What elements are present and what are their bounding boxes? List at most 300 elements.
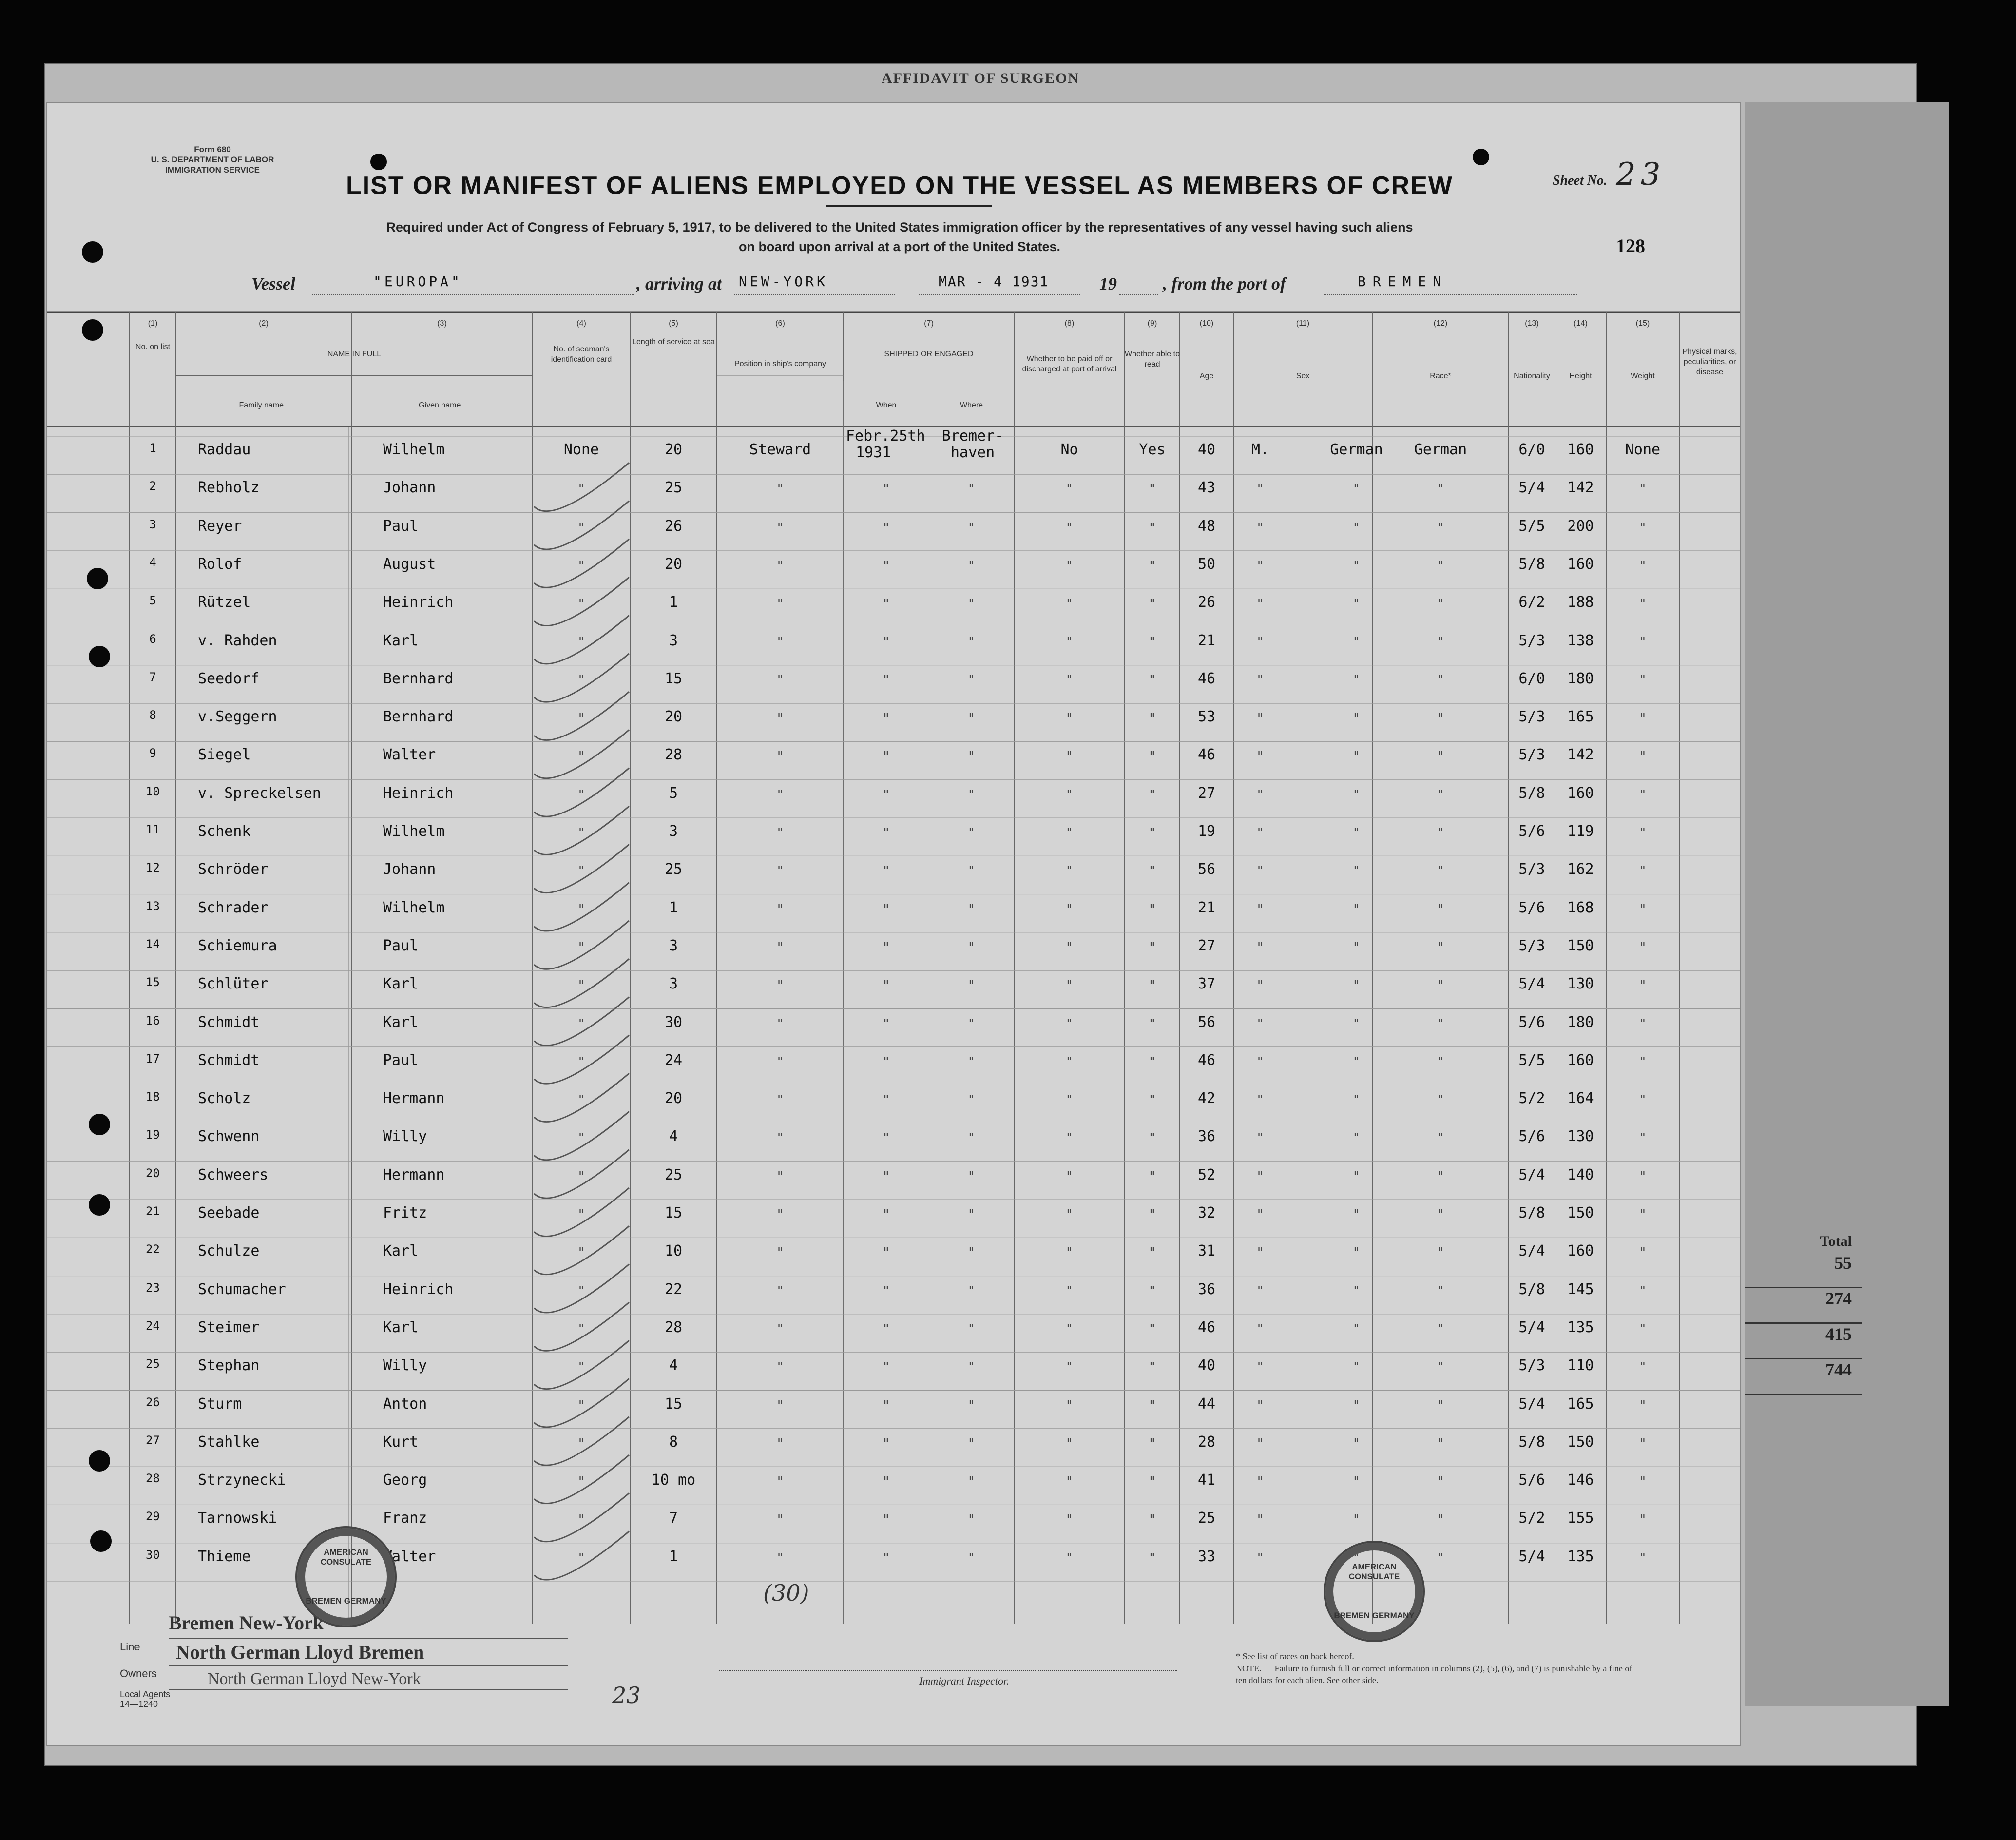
ditto-mark: " <box>1639 940 1647 955</box>
ditto-mark: " <box>1256 482 1264 497</box>
column-number: (9) <box>1147 319 1157 328</box>
inspector-line <box>719 1670 1177 1671</box>
ditto-mark: " <box>1148 520 1156 535</box>
ditto-mark: " <box>1065 826 1074 840</box>
row-number: 12 <box>146 861 160 875</box>
height: 5/3 <box>1518 746 1545 764</box>
family-name: Scholz <box>198 1090 251 1107</box>
ditto-mark: " <box>1352 482 1361 497</box>
height: 6/0 <box>1518 670 1545 687</box>
ditto-mark: " <box>967 749 976 764</box>
subtitle-line-1: Required under Act of Congress of February 5, 1917, to be delivered to the United States immigration officer by the representatives of any vessel having such aliens <box>386 220 1413 234</box>
height: 5/3 <box>1518 937 1545 954</box>
height: 5/6 <box>1518 1128 1545 1145</box>
given-name: Hermann <box>383 1166 445 1183</box>
given-name: Willy <box>383 1357 427 1375</box>
ditto-mark: " <box>577 1474 585 1490</box>
family-name: Seedorf <box>198 670 260 687</box>
ditto-mark: " <box>1437 1360 1444 1375</box>
ditto-mark: " <box>1065 1016 1074 1031</box>
ditto-mark: " <box>1437 711 1444 726</box>
height: 5/6 <box>1518 1472 1545 1489</box>
length-of-service: 25 <box>664 479 683 497</box>
header-height: Height <box>1569 372 1592 380</box>
ditto-mark: " <box>1148 1436 1156 1451</box>
row-number: 21 <box>146 1204 160 1218</box>
height: 5/4 <box>1518 1242 1545 1260</box>
ditto-mark: " <box>1256 749 1264 764</box>
ditto-mark: " <box>1437 1207 1444 1222</box>
ditto-mark: " <box>577 482 585 497</box>
ditto-mark: " <box>1256 1474 1264 1490</box>
ditto-mark: " <box>1639 635 1647 650</box>
age: 25 <box>1197 1510 1216 1527</box>
given-name: Karl <box>383 975 419 993</box>
header-no: No. on list <box>135 343 171 351</box>
age: 46 <box>1197 1318 1216 1336</box>
length-of-service: 20 <box>664 555 683 573</box>
ditto-mark: " <box>1256 1512 1264 1528</box>
weight: 145 <box>1567 1280 1594 1298</box>
ditto-mark: " <box>1065 1207 1074 1222</box>
row-number: 15 <box>146 975 160 989</box>
ditto-mark: " <box>1065 482 1074 497</box>
family-name: Raddau <box>198 441 251 458</box>
ditto-mark: " <box>1065 711 1074 726</box>
ditto-mark: " <box>1639 1169 1647 1184</box>
height: 5/8 <box>1518 555 1545 573</box>
arriving-label: , arriving at <box>636 274 722 293</box>
ditto-mark: " <box>1065 635 1074 650</box>
row-number: 24 <box>146 1318 160 1333</box>
manifest-page <box>46 102 1741 1746</box>
ditto-mark: " <box>577 1550 585 1566</box>
family-name: Schiemura <box>198 937 277 954</box>
ditto-mark: " <box>1148 902 1156 917</box>
ditto-mark: " <box>1352 1398 1361 1413</box>
agents-stamp: North German Lloyd New-York <box>208 1670 421 1688</box>
height: 5/4 <box>1518 479 1545 497</box>
ditto-mark: " <box>1437 1474 1444 1490</box>
ditto-mark: " <box>1065 1245 1074 1260</box>
ditto-mark: " <box>1639 1016 1647 1031</box>
side-totals <box>1745 1233 1862 1395</box>
binder-hole <box>89 1450 110 1472</box>
ditto-mark: " <box>1065 558 1074 573</box>
from-port: BREMEN <box>1358 273 1448 290</box>
ditto-mark: " <box>1065 1093 1074 1108</box>
height: 5/4 <box>1518 975 1545 993</box>
sex: M. <box>1251 441 1269 458</box>
ditto-mark: " <box>882 978 890 993</box>
weight: 165 <box>1567 708 1594 726</box>
height: 5/5 <box>1518 517 1545 535</box>
age: 42 <box>1197 1090 1216 1107</box>
ditto-mark: " <box>1437 673 1444 688</box>
ditto-mark: " <box>1065 978 1074 993</box>
given-name: Johann <box>383 861 436 878</box>
family-name: Thieme <box>198 1548 251 1565</box>
ditto-mark: " <box>1256 787 1264 802</box>
ditto-mark: " <box>1352 635 1361 650</box>
ditto-mark: " <box>967 1283 976 1298</box>
height: 6/0 <box>1518 441 1545 458</box>
age: 43 <box>1197 479 1216 497</box>
seal-subtext: BREMEN GERMANY <box>1334 1611 1415 1620</box>
ditto-mark: " <box>776 978 784 993</box>
arriving-port: NEW-YORK <box>739 273 828 290</box>
page-title: LIST OR MANIFEST OF ALIENS EMPLOYED ON THE VESSEL AS MEMBERS OF CREW <box>346 172 1453 200</box>
age: 56 <box>1197 861 1216 878</box>
column-number: (12) <box>1433 319 1448 328</box>
given-name: Heinrich <box>383 594 454 611</box>
ditto-mark: " <box>882 711 890 726</box>
header-nationality: Nationality <box>1514 372 1550 380</box>
row-number: 19 <box>146 1128 160 1142</box>
ditto-mark: " <box>1148 673 1156 688</box>
ditto-mark: " <box>1352 978 1361 993</box>
given-name: Wilhelm <box>383 441 445 458</box>
ditto-mark: " <box>882 1016 890 1031</box>
ditto-mark: " <box>577 1169 585 1184</box>
given-name: Walter <box>383 1548 436 1565</box>
family-name: Seebade <box>198 1204 260 1221</box>
ditto-mark: " <box>776 1169 784 1184</box>
ditto-mark: " <box>1437 787 1444 802</box>
shipped-when: 1931 <box>856 444 891 461</box>
family-name: Schlüter <box>198 975 269 993</box>
given-name: Karl <box>383 1013 419 1031</box>
ditto-mark: " <box>776 749 784 764</box>
family-name: Stephan <box>198 1357 260 1375</box>
ditto-mark: " <box>1148 1398 1156 1413</box>
length-of-service: 15 <box>664 1395 683 1413</box>
length-of-service: 20 <box>664 441 683 458</box>
length-of-service: 3 <box>669 823 678 840</box>
weight: 119 <box>1567 823 1594 840</box>
weight: 150 <box>1567 1204 1594 1221</box>
ditto-mark: " <box>967 864 976 879</box>
ditto-mark: " <box>577 1512 585 1528</box>
family-name: v.Seggern <box>198 708 277 726</box>
header-shipped: SHIPPED OR ENGAGED <box>884 350 974 358</box>
ditto-mark: " <box>776 1360 784 1375</box>
height: 5/2 <box>1518 1090 1545 1107</box>
ditto-mark: " <box>1065 1054 1074 1069</box>
length-of-service: 3 <box>669 937 678 954</box>
ditto-mark: " <box>882 558 890 573</box>
ditto-mark: " <box>1256 1169 1264 1184</box>
ditto-mark: " <box>1352 1436 1361 1451</box>
able-to-read: Yes <box>1139 441 1166 458</box>
ditto-mark: " <box>1639 1131 1647 1146</box>
ditto-mark: " <box>1639 787 1647 802</box>
given-name: Walter <box>383 746 436 764</box>
row-number: 9 <box>149 746 156 760</box>
ditto-mark: " <box>1437 978 1444 993</box>
given-name: Bernhard <box>383 670 454 687</box>
ditto-mark: " <box>967 635 976 650</box>
owners-label: Owners <box>120 1667 157 1680</box>
ditto-mark: " <box>1065 940 1074 955</box>
length-of-service: 10 <box>664 1242 683 1260</box>
from-label: , from the port of <box>1163 274 1286 293</box>
ditto-mark: " <box>1256 558 1264 573</box>
ditto-mark: " <box>967 1245 976 1260</box>
height: 5/6 <box>1518 899 1545 916</box>
given-name: Heinrich <box>383 1280 454 1298</box>
ditto-mark: " <box>1065 1131 1074 1146</box>
ditto-mark: " <box>577 826 585 840</box>
family-name: v. Rahden <box>198 632 277 649</box>
ditto-mark: " <box>1148 597 1156 612</box>
weight: 135 <box>1567 1318 1594 1336</box>
ditto-mark: " <box>776 826 784 840</box>
form-service: IMMIGRATION SERVICE <box>165 165 260 174</box>
ditto-mark: " <box>1437 1169 1444 1184</box>
family-name: Schenk <box>198 823 251 840</box>
age: 40 <box>1197 1357 1216 1375</box>
family-name: Rützel <box>198 594 251 611</box>
ditto-mark: " <box>1352 597 1361 612</box>
ditto-mark: " <box>1437 1245 1444 1260</box>
family-name: Schulze <box>198 1242 260 1260</box>
family-name: Rebholz <box>198 479 260 497</box>
ditto-mark: " <box>1148 1550 1156 1566</box>
ditto-mark: " <box>882 673 890 688</box>
age: 19 <box>1197 823 1216 840</box>
ditto-mark: " <box>1148 1283 1156 1298</box>
ditto-mark: " <box>967 1360 976 1375</box>
column-number: (14) <box>1574 319 1588 328</box>
ditto-mark: " <box>776 711 784 726</box>
age: 33 <box>1197 1548 1216 1565</box>
height: 5/3 <box>1518 632 1545 649</box>
weight: 160 <box>1567 1051 1594 1069</box>
ditto-mark: " <box>577 1207 585 1222</box>
ditto-mark: " <box>1639 1054 1647 1069</box>
form-department: U. S. DEPARTMENT OF LABOR <box>151 155 274 164</box>
line-stamp: Bremen New-York <box>169 1612 324 1634</box>
ditto-mark: " <box>1352 1512 1361 1528</box>
header-race: Race* <box>1430 372 1451 380</box>
ditto-mark: " <box>967 1512 976 1528</box>
given-name: Heinrich <box>383 784 454 802</box>
binder-hole <box>370 154 387 170</box>
age: 50 <box>1197 555 1216 573</box>
binder-hole <box>82 241 103 263</box>
ditto-mark: " <box>882 1093 890 1108</box>
weight: 130 <box>1567 1128 1594 1145</box>
ditto-mark: " <box>1437 558 1444 573</box>
ditto-mark: " <box>1148 1321 1156 1336</box>
ditto-mark: " <box>1639 1321 1647 1336</box>
height: 5/4 <box>1518 1395 1545 1413</box>
age: 28 <box>1197 1433 1216 1451</box>
age: 56 <box>1197 1013 1216 1031</box>
age: 21 <box>1197 899 1216 916</box>
ditto-mark: " <box>1639 978 1647 993</box>
ditto-mark: " <box>1639 902 1647 917</box>
ditto-mark: " <box>1639 482 1647 497</box>
inspector-label: Immigrant Inspector. <box>919 1675 1009 1687</box>
height: 5/6 <box>1518 823 1545 840</box>
ditto-mark: " <box>1352 1474 1361 1490</box>
subtitle-line-2: on board upon arrival at a port of the United States. <box>738 239 1061 254</box>
ditto-mark: " <box>577 1398 585 1413</box>
family-name: Rolof <box>198 555 242 573</box>
ditto-mark: " <box>967 1398 976 1413</box>
ditto-mark: " <box>1639 749 1647 764</box>
ditto-mark: " <box>776 1207 784 1222</box>
ditto-mark: " <box>967 826 976 840</box>
ditto-mark: " <box>1352 1016 1361 1031</box>
binder-hole <box>89 646 110 667</box>
ditto-mark: " <box>1639 711 1647 726</box>
height: 6/2 <box>1518 594 1545 611</box>
height: 5/2 <box>1518 1510 1545 1527</box>
given-name: Karl <box>383 1318 419 1336</box>
seal-subtext: BREMEN GERMANY <box>306 1596 386 1606</box>
ditto-mark: " <box>1256 826 1264 840</box>
ditto-mark: " <box>1437 902 1444 917</box>
ditto-mark: " <box>1148 787 1156 802</box>
given-name: Hermann <box>383 1090 445 1107</box>
ditto-mark: " <box>1148 1093 1156 1108</box>
ditto-mark: " <box>776 558 784 573</box>
family-name: Steimer <box>198 1318 260 1336</box>
ditto-mark: " <box>1639 1245 1647 1260</box>
ditto-mark: " <box>1437 1283 1444 1298</box>
family-name: Sturm <box>198 1395 242 1413</box>
ditto-mark: " <box>1352 711 1361 726</box>
ditto-mark: " <box>1065 597 1074 612</box>
given-name: Paul <box>383 517 419 535</box>
ditto-mark: " <box>577 1016 585 1031</box>
length-of-service: 4 <box>669 1128 678 1145</box>
row-number: 17 <box>146 1051 160 1065</box>
agents-label-text: Local Agents <box>120 1689 171 1699</box>
ditto-mark: " <box>882 597 890 612</box>
binder-hole <box>82 319 103 341</box>
ditto-mark: " <box>776 1321 784 1336</box>
ditto-mark: " <box>1148 940 1156 955</box>
ditto-mark: " <box>1352 1245 1361 1260</box>
agents-label <box>120 1689 198 1709</box>
ditto-mark: " <box>1256 1093 1264 1108</box>
ditto-mark: " <box>967 597 976 612</box>
ditto-mark: " <box>1256 1054 1264 1069</box>
ditto-mark: " <box>882 1054 890 1069</box>
shipped-where: haven <box>950 444 995 461</box>
ditto-mark: " <box>776 1245 784 1260</box>
row-number: 5 <box>149 594 156 608</box>
row-number: 6 <box>149 632 156 646</box>
ditto-mark: " <box>1065 1283 1074 1298</box>
header-age: Age <box>1199 372 1214 380</box>
length-of-service: 25 <box>664 861 683 878</box>
row-number: 13 <box>146 899 160 913</box>
ditto-mark: " <box>577 635 585 650</box>
column-number: (13) <box>1525 319 1539 328</box>
arrival-date: MAR - 4 1931 <box>939 273 1049 290</box>
ditto-mark: " <box>577 558 585 573</box>
length-of-service: 15 <box>664 670 683 687</box>
total-value: 744 <box>1745 1359 1862 1395</box>
weight: 162 <box>1567 861 1594 878</box>
ditto-mark: " <box>1437 1321 1444 1336</box>
weight: 150 <box>1567 1433 1594 1451</box>
length-of-service: 26 <box>664 517 683 535</box>
age: 31 <box>1197 1242 1216 1260</box>
age: 46 <box>1197 1051 1216 1069</box>
header-when: When <box>876 401 897 409</box>
ditto-mark: " <box>1256 1360 1264 1375</box>
given-name: Fritz <box>383 1204 427 1221</box>
header-position: Position in ship's company <box>734 360 826 368</box>
length-of-service: 28 <box>664 1318 683 1336</box>
row-number: 11 <box>146 823 160 836</box>
row-number: 30 <box>146 1548 160 1562</box>
total-value: 274 <box>1745 1288 1862 1324</box>
ditto-mark: " <box>882 940 890 955</box>
consulate-seal <box>1324 1541 1425 1642</box>
given-name: Paul <box>383 937 419 954</box>
ditto-mark: " <box>577 1054 585 1069</box>
age: 53 <box>1197 708 1216 726</box>
agents-form-number: 14—1240 <box>120 1699 158 1709</box>
column-number: (11) <box>1296 319 1310 328</box>
length-of-service: 5 <box>669 784 678 802</box>
family-name: Schmidt <box>198 1013 260 1031</box>
ditto-mark: " <box>1639 1398 1647 1413</box>
ditto-mark: " <box>1256 1321 1264 1336</box>
ditto-mark: " <box>1256 597 1264 612</box>
given-name: August <box>383 555 436 573</box>
ditto-mark: " <box>882 1207 890 1222</box>
ditto-mark: " <box>577 1321 585 1336</box>
row-number: 16 <box>146 1013 160 1027</box>
ditto-mark: " <box>1352 558 1361 573</box>
row-number: 14 <box>146 937 160 951</box>
header-name-in-full: NAME IN FULL <box>327 350 382 358</box>
ditto-mark: " <box>776 864 784 879</box>
ditto-mark: " <box>577 749 585 764</box>
ditto-mark: " <box>1065 749 1074 764</box>
ditto-mark: " <box>1352 1169 1361 1184</box>
age: 37 <box>1197 975 1216 993</box>
sheet-number-value: 23 <box>1616 156 1666 193</box>
age: 32 <box>1197 1204 1216 1221</box>
weight: 200 <box>1567 517 1594 535</box>
weight: 135 <box>1567 1548 1594 1565</box>
length-of-service: 20 <box>664 708 683 726</box>
row-number: 20 <box>146 1166 160 1180</box>
family-name: Schrader <box>198 899 269 916</box>
ditto-mark: " <box>776 482 784 497</box>
note-text: — Failure to furnish full or correct information in columns (2), (5), (6), and (7) is punishable by a fine of ten dollars for each alien. See other side. <box>1236 1664 1632 1685</box>
ditto-mark: " <box>577 1131 585 1146</box>
ditto-mark: " <box>882 1321 890 1336</box>
ditto-mark: " <box>1065 1474 1074 1490</box>
ditto-mark: " <box>1639 520 1647 535</box>
shipped-when: Febr.25th <box>846 427 925 445</box>
ditto-mark: " <box>1256 635 1264 650</box>
physical-marks: None <box>1625 441 1661 458</box>
ditto-mark: " <box>882 1360 890 1375</box>
ditto-mark: " <box>1256 711 1264 726</box>
ditto-mark: " <box>1639 826 1647 840</box>
